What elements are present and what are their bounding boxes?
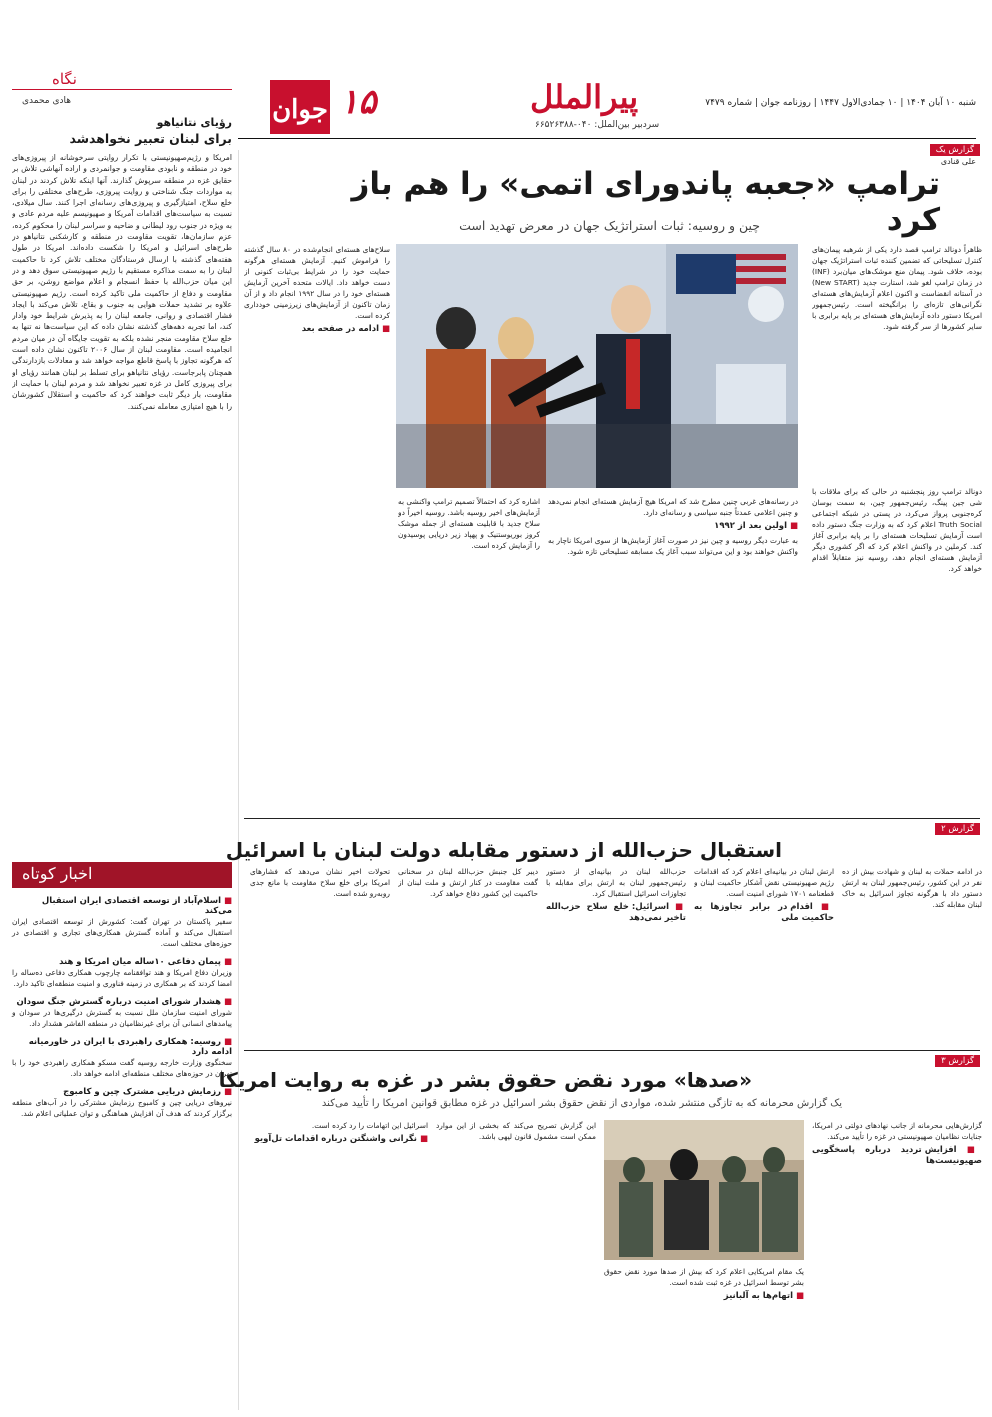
- brief-item: [12, 896, 232, 949]
- story3-photo: [604, 1120, 804, 1260]
- story2-col-3-text: حزب‌الله لبنان در بیانیه‌ای از دستور رئیس‌جمهور لبنان به ارتش برای مقابله با تجاوزات اسرائیل استقبال کرد.: [546, 867, 686, 898]
- story3-col-2-subhead: ■ اتهام‌ها به آلبانیز: [604, 1291, 804, 1302]
- story3-subheadline: یک گزارش محرمانه که به تازگی منتشر شده، مواردی از نقض حقوق بشر اسرائیل در غزه مطابق قوانین امریکا را تأیید می‌کند: [321, 1098, 842, 1109]
- main-col-2-text: سلاح‌های هسته‌ای انجام‌شده در ۸۰ سال گذشته را فراموش کنیم. آزمایش هسته‌ای هرگونه حمایت خود را در شرایط بی‌ثبات کنونی از دست خواهد داد. ایالات متحده آخرین آزمایش هسته‌ای خود را در سال ۱۹۹۲ انجام داد و از آن زمان تاکنون از آزمایش‌های زیرزمینی خودداری کرده است.: [244, 245, 390, 320]
- page-number: ۱۵: [340, 82, 377, 122]
- story3-col-1-text: گزارش‌هایی محرمانه از جانب نهادهای دولتی در امریکا، جنایات نظامیان صهیونیستی در غزه را تأیید می‌کند.: [812, 1121, 982, 1141]
- main-photo: [396, 244, 798, 488]
- brief-body: سفیر پاکستان در تهران گفت: کشورش از توسعه اقتصادی ایران استقبال می‌کند و آماده گسترش همکاری‌های تجاری و اقتصادی در حوزه‌های مختلف است.: [12, 917, 232, 948]
- brief-item: [12, 997, 232, 1029]
- story3-col-1: [812, 1120, 982, 1410]
- story2-col-1: در ادامه حملات به لبنان و شهادت بیش از ده نفر در این کشور، رئیس‌جمهور لبنان به ارتش دستور داد با هرگونه تجاوز اسرائیل به خاک لبنان مقابله کند.: [842, 867, 982, 909]
- gaza-arrest-photo-icon: [604, 1120, 804, 1260]
- story3-col-2: [604, 1266, 804, 1406]
- main-col-2-subhead: ■ ادامه در صفحه بعد: [244, 324, 390, 335]
- story3-col-4-text: اسرائیل این اتهامات را رد کرده است.: [311, 1121, 428, 1130]
- brief-item: [12, 957, 232, 989]
- newspaper-logo-icon: [240, 78, 340, 136]
- main-col-2: [244, 244, 390, 804]
- story3-col-4-subhead: ■ نگرانی واشنگتن درباره اقدامات تل‌آویو: [244, 1134, 428, 1145]
- story2-col-3-subhead: ■ اسرائیل: خلع سلاح حزب‌الله تاخیر نمی‌دهد: [546, 902, 686, 924]
- story3-col-3: این گزارش تصریح می‌کند که بخشی از این موارد ممکن است مشمول قانون لیهی باشد.: [436, 1121, 596, 1141]
- story3-headline: «صدها» مورد نقض حقوق بشر در غزه به روایت امریکا: [218, 1068, 752, 1092]
- brief-title: ■ روسیه: همکاری راهبردی با ایران در خاورمیانه ادامه دارد: [12, 1037, 232, 1057]
- opinion-author: هادی محمدی: [22, 96, 72, 106]
- report-badge: گزارش یک: [930, 144, 980, 156]
- main-subheadline: چین و روسیه: ثبات استراتژیک جهان در معرض تهدید است: [459, 218, 760, 233]
- masthead: [230, 78, 976, 136]
- brief-title: ■ هشدار شورای امنیت درباره گسترش جنگ سودان: [12, 997, 232, 1007]
- left-column: [12, 70, 232, 1410]
- opinion-body: امریکا و رژیم‌صهیونیستی با تکرار روایتی سرخوشانه از پیروزی‌های خود در منطقه و نابودی مقاومت و جوانمردی و اراده آنهاشی تلاش بر حقایق غزه در منطقه سرپوش گذارند. آنها اینکه تلاش کردند در لبنان به مواردات جنگ شناختی و روایت پیروزی، طرح‌های مختلفی را برای خلع سلاح، امتیازگیری و پیروزی‌های رسانه‌ای اجرا کنند. سال میلادی، نسبت به سیاست‌های اقدامات آمریکا و صهیونیسم علیه مردم عادی و به ویژه در جنوب رود لیطانی و ضاحیه و سراسر لبنان را محکوم کرده، عزم سازمان‌ها، تقویت مقاومت در منطقه و کارشکنی نتانیاهو در طرح‌های اسرائیل و امریکا را شکست داده‌اند. امریکا در طول هفته‌های گذشته با ارسال فرستادگان مختلف تلاش کرد تا حاکمیت لبنان را به سمت مذاکره مستقیم با رژیم صهیونیستی سوق دهد و در این میان حزب‌الله با حفظ انسجام و اعلام مواضع روشن، بر حق مقاومت و دفاع از حاکمیت ملی تاکید کرده است. رژیم صهیونیستی علاوه بر تشدید حملات هوایی به جنوب و بقاع، تلاش می‌کند با ایجاد فشار اقتصادی و روانی، جامعه لبنان را به پذیرش شرایط خود وادار کند، اما تجربه دهه‌های گذشته نشان داده که این سیاست‌ها نه تنها به خلع سلاح مقاومت منجر نشده بلکه به تقویت جایگاه آن در میان مردم انجامیده است. مقاومت لبنان از سال ۲۰۰۶ تاکنون نشان داده است که هرگونه تجاوز با پاسخ قاطع مواجه خواهد شد و معادلات بازدارندگی همچنان پابرجاست. رؤیای نتانیاهو برای تسلط بر لبنان همانند رؤیای او برای پیروزی کامل در غزه تعبیر نخواهد شد و مردم لبنان با حمایت از مقاومت، بار دیگر ثابت خواهند کرد که حاکمیت و استقلال کشورشان را با هیچ امتیازی معامله نمی‌کنند.: [12, 153, 232, 411]
- section-brand-tagline: سردبیر بین‌الملل: ۰۴۰-۶۶۵۲۶۳۸۸: [535, 120, 660, 130]
- story3-col-1-subhead: ■ افزایش تردید درباره پاسخگویی صهیونیست‌ها: [812, 1145, 982, 1167]
- header-rule: [238, 138, 976, 139]
- story2-col-2-text: ارتش لبنان در بیانیه‌ای اعلام کرد که اقدامات رژیم صهیونیستی نقض آشکار حاکمیت لبنان و قطعنامه ۱۷۰۱ شورای امنیت است.: [694, 867, 834, 898]
- story2-col-2-subhead: ■ اقدام در برابر تجاوزها به حاکمیت ملی: [694, 902, 834, 924]
- story2-col-5: تحولات اخیر نشان می‌دهد که فشارهای امریکا برای خلع سلاح مقاومت با مانع جدی روبه‌رو شده است.: [250, 867, 390, 898]
- newspaper-logo-text: جوان: [272, 95, 328, 125]
- brief-body: نیروهای دریایی چین و کامبوج رزمایش مشترکی را در آب‌های منطقه برگزار کردند که هدف آن افزایش هماهنگی و توان عملیاتی اعلام شد.: [12, 1098, 232, 1118]
- opinion-kicker: رؤیای نتانیاهو: [156, 116, 232, 129]
- main-col-5: [548, 496, 798, 806]
- brief-title: ■ رزمایش دریایی مشترک چین و کامبوج: [12, 1087, 232, 1097]
- story2-headline: استقبال حزب‌الله از دستور مقابله دولت لبنان با اسرائیل: [225, 838, 782, 862]
- brief-title: ■ اسلام‌آباد از توسعه اقتصادی ایران استقبال می‌کند: [12, 896, 232, 916]
- story2-col-2: [694, 866, 834, 1046]
- main-headline: ترامپ «جعبه پاندورای اتمی» را هم باز کرد: [351, 166, 940, 238]
- brief-title: ■ پیمان دفاعی ۱۰ساله میان امریکا و هند: [12, 957, 232, 967]
- byline: علی قنادی: [940, 157, 976, 166]
- section-brand-title: پیرالملل: [530, 78, 639, 116]
- main-col-4: اشاره کرد که احتمالاً تصمیم ترامپ واکنشی به آزمایش‌های اخیر روسیه باشد. روسیه اخیراً دو سلاح جدید با قابلیت هسته‌ای از جمله موشک کروز بوریوستنیک و پهپاد زیر دریایی پوسیدون را آزمایش کرده است.: [398, 497, 540, 550]
- main-col-5-text-b: به عبارت دیگر روسیه و چین نیز در صورت آغاز آزمایش‌ها از سوی امریکا ناچار به واکنش خواهند بود و این می‌تواند سبب آغاز یک مسابقه تسلیحاتی تازه شود.: [548, 536, 798, 556]
- story-separator: [244, 1050, 980, 1051]
- brief-body: وزیران دفاع امریکا و هند توافقنامه چارچوب همکاری دفاعی ده‌ساله را امضا کردند که بر همکاری در زمینه فناوری و امنیت منطقه‌ای تاکید دارد.: [12, 968, 232, 988]
- main-col-5-text: در رسانه‌های غربی چنین مطرح شد که امریکا هیچ آزمایش هسته‌ای انجام نمی‌دهد و چنین اعلامی عمدتاً جنبه سیاسی و رسانه‌ای دارد.: [548, 497, 798, 517]
- story3-col-4: [244, 1120, 428, 1410]
- story-separator: [244, 818, 980, 819]
- trump-press-photo-icon: [396, 244, 798, 488]
- main-col-1b: دونالد ترامپ روز پنجشنبه در حالی که برای ملاقات با شی جین پینگ، رئیس‌جمهور چین، به سمت بوسان کره‌جنوبی پرواز می‌کرد، در پستی در شبکه اجتماعی Truth Social اعلام کرد که به وزارت جنگ دستور داده است آزمایش تسلیحات هسته‌ای را بر پایه برابری آغاز کند. کرملین در واکنش اعلام کرد که اگر کشوری دیگر آزمایش هسته‌ای انجام دهد، روسیه نیز متقابلاً اقدام خواهد کرد.: [812, 487, 982, 573]
- column-divider: [238, 150, 239, 1410]
- brief-item: [12, 1037, 232, 1079]
- brief-item: [12, 1087, 232, 1119]
- dateline: شنبه ۱۰ آبان ۱۴۰۴ | ۱۰ جمادی‌الاول ۱۴۴۷ | روزنامه جوان | شماره ۷۴۷۹: [705, 98, 976, 108]
- story2-col-4: دیبر کل جنبش حزب‌الله لبنان در سخنانی گفت مقاومت در کنار ارتش و ملت لبنان از حاکمیت این کشور دفاع خواهد کرد.: [398, 867, 538, 898]
- opinion-headline: برای لبنان تعبیر نخواهدشد: [69, 131, 232, 146]
- story3-col-2-text: یک مقام امریکایی اعلام کرد که بیش از صدها مورد نقض حقوق بشر توسط اسرائیل در غزه ثبت شده است.: [604, 1267, 804, 1287]
- story3-badge: گزارش ۳: [935, 1055, 980, 1067]
- story2-badge: گزارش ۲: [935, 823, 980, 835]
- main-col-5-subhead: ■ اولین بعد از ۱۹۹۲: [548, 521, 798, 532]
- opinion-section-label: نگاه: [52, 70, 77, 88]
- briefs-heading: اخبار کوتاه: [12, 862, 232, 888]
- main-col-1: ظاهراً دونالد ترامپ قصد دارد یکی از شرهبه پیمان‌های کنترل تسلیحاتی که تضمین کننده ثبات استراتژیک جهان بوده، خلاف شود. پیمان منع موشک‌های میان‌برد (INF) در زمان ترامپ لغو شد، استارت جدید (New START) در آستانه انقضاست و اکنون اعلام آزمایش‌های هسته‌ای نگرانی‌های تازه‌ای را برانگیخته است. رئیس‌جمهور امریکا دستور داده آزمایش‌های هسته‌ای بر پایه برابری با سایر کشورها از سر گرفته شود.: [812, 245, 982, 331]
- story2-col-3: [546, 866, 686, 1046]
- brief-body: شورای امنیت سازمان ملل نسبت به گسترش درگیری‌ها در سودان و پیامدهای انسانی آن برای غیرنظامیان در منطقه الفاشر هشدار داد.: [12, 1008, 232, 1028]
- opinion-header: [12, 70, 232, 90]
- brief-body: سخنگوی وزارت خارجه روسیه گفت مسکو همکاری راهبردی خود را با تهران در حوزه‌های مختلف منطقه‌ای ادامه خواهد داد.: [12, 1058, 232, 1078]
